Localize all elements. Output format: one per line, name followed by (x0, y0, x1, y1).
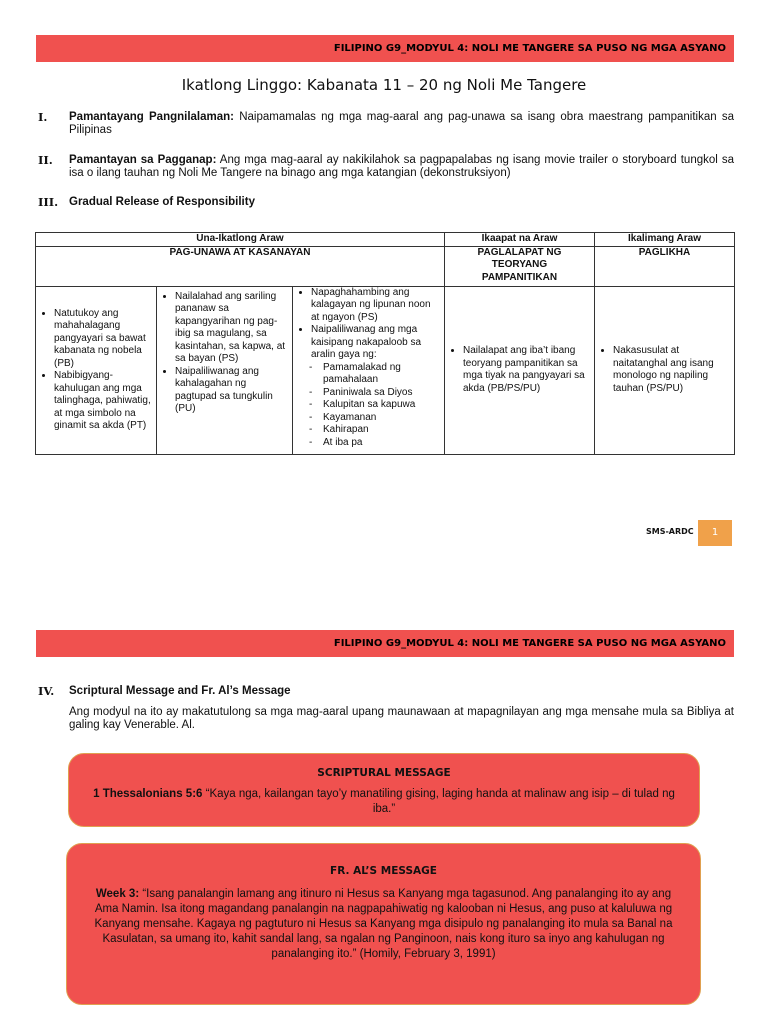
table-header-day4: Ikaapat na Araw (445, 233, 595, 247)
page-title: Ikatlong Linggo: Kabanata 11 – 20 ng Noli Me Tangere (181, 76, 587, 94)
section-ii (38, 154, 734, 180)
section-label: Pamantayan sa Pagganap: (69, 154, 217, 166)
table-header-day1: Una-Ikatlong Araw (36, 233, 445, 247)
section-text: Ang modyul na ito ay makatutulong sa mga mag-aaral upang maunawaan at mapagnilayan ang mga mensahe mula sa Bibliya at galing kay Venerable. Al. (69, 706, 734, 731)
table-cell-day1-col2 (157, 286, 293, 454)
gradual-release-table (35, 232, 735, 455)
dash-item: - Pamamalakad ng pamahalaan (323, 362, 440, 387)
week-label: Week 3: (95, 888, 140, 900)
table-cell-day4 (445, 286, 595, 454)
list-item: • Naipaliliwanag ang kahalagahan ng pagtupad sa tungkulin (PU) (175, 366, 288, 416)
section-label: Gradual Release of Responsibility (69, 196, 255, 208)
footer-label: SMS-ARDC (646, 527, 694, 536)
list-item: • Nailalahad ang sariling pananaw sa kapangyarihan ng pag-ibig sa magulang, sa kasintahan, sa kapwa, at sa bayan (PS) (175, 291, 288, 366)
scripture-reference: 1 Thessalonians 5:6 (93, 788, 203, 800)
table-subheader-day1: PAG-UNAWA AT KASANAYAN (36, 246, 445, 286)
dash-item: - At iba pa (323, 437, 440, 450)
card-title: SCRIPTURAL MESSAGE (317, 767, 451, 779)
list-item: • Natutukoy ang mahahalagang pangyayari sa bawat kabanata ng nobela (PB) (54, 308, 152, 371)
section-number: III. (38, 195, 59, 209)
table-cell-day1-col1 (36, 286, 157, 454)
section-label: Scriptural Message and Fr. Al’s Message (69, 685, 291, 697)
list-item: • Nailalapat ang iba’t ibang teoryang pampanitikan sa mga tiyak na pangyayari sa akda (PB/PS/PU) (463, 345, 590, 395)
table-subheader-day5: PAGLIKHA (595, 246, 735, 286)
section-number: I. (38, 110, 48, 124)
table-subheader-day4: PAGLALAPAT NG TEORYANG PAMPANITIKAN (445, 246, 595, 286)
fr-al-text: “Isang panalangin lamang ang itinuro ni Hesus sa Kanyang mga tagasunod. Ang panalanging ito ay ang Ama Namin. Isa itong magandang panalangin na nagpapahiwatig ng kalooban ni Hesus, ang puso at kaluluwa ng Kanyang mensahe. Kagaya ng pagtuturo ni Hesus sa Kanyang mga disipulo ng panalanging ito mula sa Banal na Kasulatan, sa umang ito, kahit sandal lang, sa ngalan ng Panginoon, nais kong ituro sa inyo ang kahulugan ng panalanging ito.” (Homily, February 3, 1991) (94, 888, 673, 960)
dash-item: - Kayamanan (323, 412, 440, 425)
card-title: FR. AL’S MESSAGE (330, 865, 437, 877)
section-iii (38, 196, 734, 209)
fr-al-message-card (66, 843, 701, 1005)
dash-item: - Kahirapan (323, 424, 440, 437)
scripture-text: “Kaya nga, kailangan tayo’y manatiling gising, laging handa at malinaw ang isip – di tulad ng iba.” (202, 788, 675, 815)
list-item: • Nabibigyang-kahulugan ang mga talinghaga, pahiwatig, at mga simbolo na ginamit sa akda (PT) (54, 370, 152, 433)
section-iv (38, 685, 734, 732)
header-band (36, 630, 734, 657)
section-number: II. (38, 153, 53, 167)
list-item-text: Naipaliliwanag ang mga kaisipang nakapaloob sa aralin gaya ng: (311, 324, 422, 360)
scriptural-message-card (68, 753, 700, 827)
section-i (38, 111, 734, 137)
section-number: IV. (38, 684, 55, 698)
table-cell-day1-col3 (293, 286, 445, 454)
dash-item: - Kalupitan sa kapuwa (323, 399, 440, 412)
table-header-day5: Ikalimang Araw (595, 233, 735, 247)
list-item: • Napaghahambing ang kalagayan ng lipunan noon at ngayon (PS) (311, 287, 440, 325)
list-item: • Nakasusulat at naitatanghal ang isang monologo ng napiling tauhan (PS/PU) (613, 345, 730, 395)
header-band (36, 35, 734, 62)
header-band-text: FILIPINO G9_MODYUL 4: NOLI ME TANGERE SA PUSO NG MGA ASYANO (333, 43, 726, 54)
list-item (311, 324, 440, 449)
header-band-text: FILIPINO G9_MODYUL 4: NOLI ME TANGERE SA PUSO NG MGA ASYANO (333, 638, 726, 649)
dash-item: - Paniniwala sa Diyos (323, 387, 440, 400)
table-cell-day5 (595, 286, 735, 454)
section-label: Pamantayang Pangnilalaman: (69, 111, 234, 123)
section-text: Naipamamalas ng mga mag-aaral ang pag-unawa sa isang obra maestrang pampanitikan sa Pilipinas (69, 111, 734, 136)
section-text: Ang mga mag-aaral ay nakikilahok sa pagpapalabas ng isang movie trailer o storyboard tungkol sa isa o ilang tauhan ng Noli Me Tangere na binago ang mga katangian (dekonstruksiyon) (69, 154, 734, 179)
page-number: 1 (698, 520, 732, 546)
